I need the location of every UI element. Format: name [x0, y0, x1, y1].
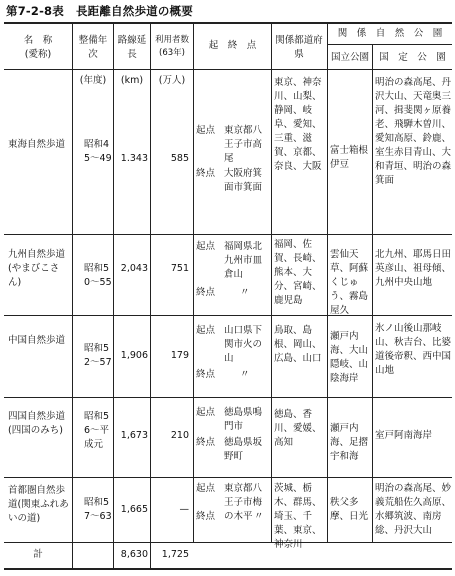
quasi-national-parks: 氷ノ山後山那岐山、秋吉台、比婆道後帝釈、西中国山地	[375, 323, 452, 376]
trail-years: 昭和57～63	[84, 497, 112, 522]
quasi-national-parks: 明治の森高尾、妙義荒船佐久高原、水郷筑波、南房総、丹沢大山	[375, 483, 452, 536]
header-parks: 関 係 自 然 公 園	[337, 28, 443, 39]
header-quasi-national-park: 国 定 公 園	[379, 52, 446, 63]
end-label: 終点	[196, 168, 216, 179]
trail-name: 九州自然歩道(やまびこさん)	[8, 249, 66, 288]
column-rule	[72, 22, 73, 568]
start-point: 徳島県鳴門市	[224, 407, 263, 432]
unit-year: (年度)	[79, 75, 107, 86]
national-parks: 瀬戸内海、大山隠岐、山陰海岸	[330, 331, 369, 384]
quasi-national-parks: 北九州、耶馬日田英彦山、祖母傾、九州中央山地	[375, 249, 452, 288]
trail-name: 中国自然歩道	[8, 335, 66, 346]
start-point: 山口県下関市火の山	[224, 325, 263, 364]
trail-name: 四国自然歩道(四国のみち)	[8, 411, 66, 436]
national-parks: 富士箱根伊豆	[330, 145, 369, 170]
total-length: 8,630	[120, 549, 148, 560]
header-year: 整備年次	[78, 35, 108, 60]
column-rule	[113, 22, 114, 568]
header-name: 名 称	[23, 35, 53, 46]
column-rule	[271, 22, 272, 542]
column-rule	[372, 44, 373, 542]
trail-length: 1.343	[120, 153, 148, 164]
start-label: 起点	[196, 407, 216, 418]
end-label: 終点	[196, 511, 216, 522]
parks-subheader-rule	[327, 44, 452, 45]
trail-length: 1,673	[120, 430, 148, 441]
trail-years: 昭和52～57	[84, 343, 112, 368]
unit-users: (万人)	[158, 75, 186, 86]
end-point: 〃	[240, 369, 250, 380]
end-point: 大阪府箕面市箕面	[224, 168, 263, 193]
start-point: 東京都八王子市高尾	[224, 125, 263, 164]
table-bottom-rule	[4, 568, 452, 570]
trail-name: 東海自然歩道	[8, 139, 66, 150]
end-label: 終点	[196, 437, 216, 448]
national-parks: 雲仙天草、阿蘇くじゅう、霧島屋久	[330, 249, 369, 316]
quasi-national-parks: 室戸阿南海岸	[375, 430, 433, 441]
trail-users: —	[179, 504, 189, 515]
trail-length: 2,043	[120, 263, 148, 274]
header-endpoints: 起 終 点	[208, 40, 257, 51]
column-rule	[327, 22, 328, 542]
prefectures: 鳥取、島根、岡山、広島、山口	[274, 325, 322, 364]
start-label: 起点	[196, 241, 216, 252]
end-point: 〃	[254, 511, 264, 522]
trail-name: 首都圏自然歩道(関東ふれあいの道)	[8, 485, 69, 524]
start-point: 福岡県北九州市皿倉山	[224, 241, 263, 280]
end-label: 終点	[196, 369, 216, 380]
trail-length: 1,665	[120, 504, 148, 515]
header-prefectures: 関係都道府県	[275, 35, 323, 60]
trail-years: 昭和50～55	[84, 263, 112, 288]
total-users: 1,725	[161, 549, 189, 560]
column-rule	[150, 22, 151, 568]
header-alias: (愛称)	[24, 49, 52, 60]
end-point: 徳島県坂野町	[224, 437, 263, 462]
national-parks: 瀬戸内海、足摺宇和海	[330, 423, 369, 462]
prefectures: 東京、神奈川、山梨、静岡、岐阜、愛知、三重、滋賀、京都、奈良、大阪	[274, 77, 322, 172]
trail-users: 179	[170, 350, 189, 361]
start-point: 東京都八王子市梅の木平	[224, 483, 263, 522]
quasi-national-parks: 明治の森高尾、丹沢大山、天竜奥三河、揖斐関ヶ原養老、飛騨木曽川、愛知高原、鈴鹿、室生赤目青山、大和青垣、明治の森箕面	[375, 77, 452, 186]
prefectures: 徳島、香川、愛媛、高知	[274, 409, 322, 448]
prefectures: 茨城、栃木、群馬、埼玉、千葉、東京、神奈川	[274, 483, 322, 550]
unit-length: (km)	[120, 75, 144, 86]
end-label: 終点	[196, 287, 216, 298]
table-title: 長距離自然歩道の概要	[75, 4, 193, 18]
column-rule	[193, 22, 194, 542]
trail-years: 昭和56～平成元	[84, 411, 110, 450]
start-label: 起点	[196, 325, 216, 336]
trail-users: 585	[170, 153, 189, 164]
end-point: 〃	[240, 287, 250, 298]
page-title	[6, 3, 193, 19]
prefectures: 福岡、佐賀、長崎、熊本、大分、宮崎、鹿児島	[274, 239, 322, 306]
trail-length: 1,906	[120, 350, 148, 361]
header-length: 路線延長	[117, 35, 147, 60]
start-label: 起点	[196, 125, 216, 136]
header-national-park: 国立公園	[330, 52, 369, 63]
national-parks: 秩父多摩、日光	[330, 497, 369, 522]
total-label: 計	[33, 549, 43, 560]
trail-years: 昭和45～49	[84, 139, 112, 164]
header-users: 利用者数(63年)	[154, 35, 189, 58]
table-number: 第7-2-8表	[6, 4, 64, 18]
trail-users: 210	[170, 430, 189, 441]
start-label: 起点	[196, 483, 216, 494]
trails-table	[4, 22, 452, 570]
trail-users: 751	[170, 263, 189, 274]
